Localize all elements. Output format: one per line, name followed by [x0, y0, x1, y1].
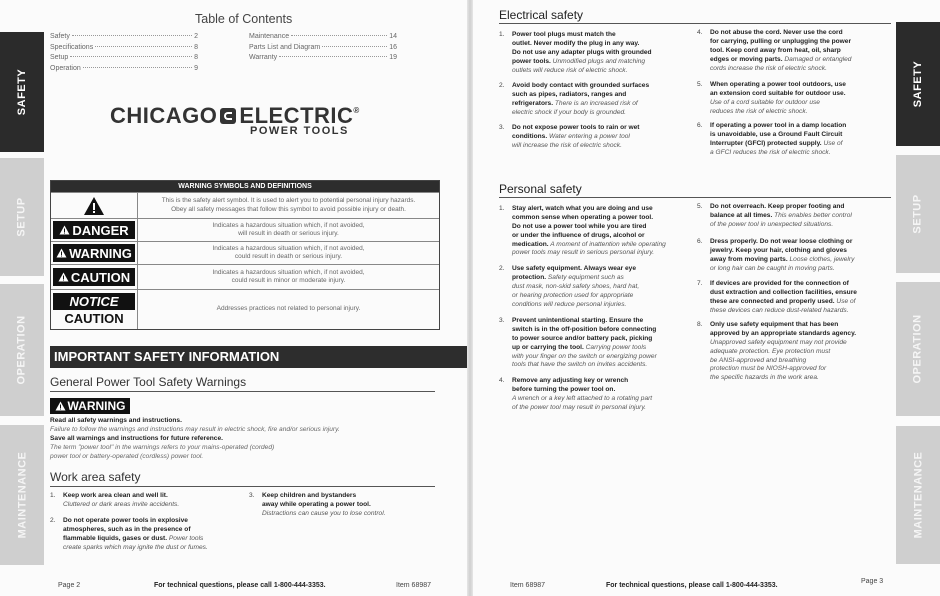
toc-entry[interactable]: Parts List and Diagram 16: [249, 43, 397, 51]
tab-maintenance[interactable]: MAINTENANCE: [0, 425, 44, 565]
caution-label: CAUTION: [53, 268, 135, 286]
toc-entry[interactable]: Specifications 8: [50, 43, 198, 51]
tab-maintenance[interactable]: MAINTENANCE: [896, 426, 940, 564]
tab-setup[interactable]: SETUP: [896, 155, 940, 273]
notice-caution-label: NOTICE CAUTION: [53, 293, 135, 327]
toc-entry[interactable]: Warranty 19: [249, 54, 397, 61]
important-safety-banner: IMPORTANT SAFETY INFORMATION: [50, 346, 467, 368]
tab-operation[interactable]: OPERATION: [0, 284, 44, 416]
right-page: SAFETY SETUP OPERATION MAINTENANCE Electrical safety 1. Power tool plugs must match the outlet. Never modify the plug in any way. Do not use any adapter plugs with grounded power tools. Unmodified plugs and matching outlets will reduce risk of electric shock. 2. Avoid body contact with grounded surfaces such as pipes, radiators, ranges and refrigerators. There is an increased risk of electric shock if your body is grounded. 3. Do not expose power tools to rain or wet conditions. Water entering a power tool will increase the risk of electric shock. 4. Do not abuse the cord. Never use the cord for carrying, pulling or unplugging the power tool. Keep cord away from heat, oil, sharp edges or moving parts. Damaged or entangled cords increase the risk of electric shock. 5. When operating a power tool outdoors, use an extension cord suitable for outdoor use. Use of a cord suitable for outdoor use reduces the risk of electric shock. 6. If operating a power tool in a damp location is unavoidable, use a Ground Fault Circuit Interrupter (GFCI) protected supply. Use of a GFCI reduces the risk of electric shock. Personal safety 1. Stay alert, watch what you are doing and use common sense when operating a power tool. Do not use a power tool while you are tired or under the influence of drugs, alcohol or medication. A moment of inattention while operating power tools may result in serious personal injury. 2. Use safety equipment. Always wear eye protection. Safety equipment such as dust mask, non-skid safety shoes, hard hat, or hearing protection used for appropriate conditions will reduce personal injuries. 3. Prevent unintentional starting. Ensure the switch is in the off-position before connecting to power source and/or battery pack, picking up or carrying the tool. Carrying power tools with your finger on the switch or energizing power tools that have the switch on invites accidents. 4. Remove any adjusting key or wrench before turning the power tool on. A wrench or a key left attached to a rotating part of the power tool may result in personal injury. 5. Do not overreach. Keep proper footing and balance at all times. This enables better control of the power tool in unexpected situations. 6. Dress properly. Do not wear loose clothing or jewelry. Keep your hair, clothing and gloves away from moving parts. Loose clothes, jewelry or long hair can be caught in moving parts. 7. If devices are provided for the connection of dust extraction and collection facilities, ensure these are connected and properly used. Use of these devices can reduce dust-related hazards. 8. Only use safety equipment that has been approved by an appropriate standards agency. Unapproved safety equipment may not provide adequate protection. Eye protection must be ANSI-approved and breathing protection must be NIOSH-approved for the specific hazards in the work area. Item 68987 For technical questions, please call 1-800-444-3353. Page 3: [473, 0, 940, 596]
item-number: Item 68987: [510, 582, 546, 589]
danger-label: DANGER: [53, 221, 135, 239]
chicago-electric-logo: CHICAGO ELECTRIC® POWER TOOLS: [110, 103, 360, 137]
table-row: NOTICE CAUTION Addresses practices not related to personal injury.: [51, 289, 439, 329]
logo-mark-icon: [220, 108, 236, 124]
tab-operation[interactable]: OPERATION: [896, 282, 940, 416]
general-warnings-text: Read all safety warnings and instructions. Failure to follow the warnings and instructions may result in electric shock, fire and/or serious injury. Save all warnings and instructions for future reference. The term "power tool" in the warnings refers to your mains-operated (corded) power tool or battery-operated (cordless) power tool.: [50, 417, 340, 460]
toc-entry[interactable]: Safety 2: [50, 33, 198, 40]
tab-safety[interactable]: SAFETY: [896, 22, 940, 146]
table-header: WARNING SYMBOLS AND DEFINITIONS: [51, 181, 439, 192]
tab-setup[interactable]: SETUP: [0, 158, 44, 276]
personal-safety-heading: Personal safety: [499, 182, 582, 196]
warning-symbols-table: [50, 180, 440, 330]
tech-support-phone: For technical questions, please call 1-800-444-3353.: [154, 582, 326, 589]
page-number: Page 3: [861, 578, 884, 585]
page-number: Page 2: [58, 582, 81, 589]
table-row: CAUTION Indicates a hazardous situation which, if not avoided, could result in minor or moderate injury.: [51, 264, 439, 289]
warning-label-general: WARNING: [50, 398, 130, 414]
toc-entry[interactable]: Maintenance 14: [249, 33, 397, 40]
table-row: WARNING Indicates a hazardous situation which, if not avoided, could result in death or serious injury.: [51, 241, 439, 264]
toc-entry[interactable]: Operation 9: [50, 64, 198, 72]
item-number: Item 68987: [396, 582, 432, 589]
warning-label: WARNING: [53, 244, 135, 262]
safety-alert-icon: [51, 193, 138, 218]
electrical-safety-heading: Electrical safety: [499, 8, 584, 22]
left-page: SAFETY SETUP OPERATION MAINTENANCE Table of Contents Safety 2 Specifications 8 Setup 8 Operation 9 Maintenance 14 Parts List and Diagram 16 Warranty 19 CHICAGO ELECTRIC® POWER TOOLS WARNING SYMBOLS AND DEFINITIONS This is the safety alert symbol. It is used to alert you to potential personal injury hazards. Obey all safety messages that follow this symbol to avoid possible injury or death. DANGER Indicates a hazardous situation which, if not avoided, will result in death or serious injury. WARNING Indicates a hazardous situation which, if not avoided, could result in death or serious injury. CAUTION Indicates a hazardous situation which, if not avoided, could result in minor or moderate injury. NOTICE CAUTION Addresses practices not related to personal injury. IMPORTANT SAFETY INFORMATION General Power Tool Safety Warnings WARNING Read all safety warnings and instructions. Failure to follow the warnings and instructions may result in electric shock, fire and/or serious injury. Save all warnings and instructions for future reference. The term "power tool" in the warnings refers to your mains-operated (corded) power tool or battery-operated (cordless) power tool. Work area safety 1. Keep work area clean and well lit. Cluttered or dark areas invite accidents. 2. Do not operate power tools in explosive atmospheres, such as in the presence of flammable liquids, gases or dust. Power tools create sparks which may ignite the dust or fumes. 3. Keep children and bystanders away while operating a power tool. Distractions can cause you to lose control. Page 2 For technical questions, please call 1-800-444-3353. Item 68987: [0, 0, 467, 596]
table-row: DANGER Indicates a hazardous situation which, if not avoided, will result in death or serious injury.: [51, 218, 439, 241]
toc-entry[interactable]: Setup 8: [50, 54, 198, 61]
tech-support-phone: For technical questions, please call 1-800-444-3353.: [606, 582, 778, 589]
work-area-heading: Work area safety: [50, 470, 141, 484]
toc-column-2: [249, 33, 397, 65]
general-warnings-heading: General Power Tool Safety Warnings: [50, 375, 247, 389]
toc-title: Table of Contents: [195, 12, 293, 26]
tab-safety[interactable]: SAFETY: [0, 32, 44, 152]
table-row: This is the safety alert symbol. It is used to alert you to potential personal injury hazards. Obey all safety messages that follow this symbol to avoid possible injury or death.: [51, 192, 439, 218]
toc-column-1: [50, 33, 198, 75]
